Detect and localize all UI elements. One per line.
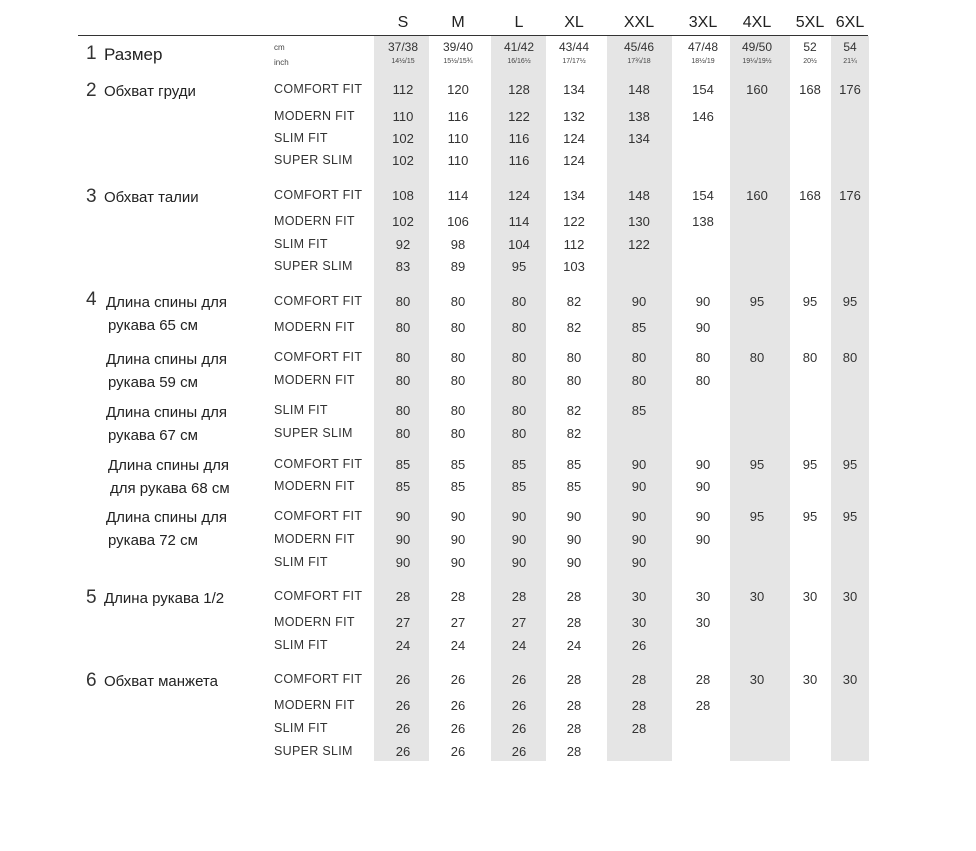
- table-cell: 134: [628, 131, 650, 146]
- table-cell: 128: [508, 82, 530, 97]
- fit-label: COMFORT FIT: [274, 589, 363, 603]
- table-cell: 80: [566, 350, 582, 365]
- group-title-line1: Длина спины для: [106, 509, 227, 526]
- table-cell: 116: [447, 109, 469, 124]
- table-cell: 90: [511, 555, 527, 570]
- table-cell: 27: [395, 615, 411, 630]
- group-title-line1: Длина спины для: [108, 457, 229, 474]
- group-title-line2: рукава 72 см: [108, 532, 198, 549]
- table-cell: 90: [695, 457, 711, 472]
- table-cell: 90: [695, 479, 711, 494]
- table-cell: 26: [395, 698, 411, 713]
- table-cell: 112: [392, 82, 414, 97]
- fit-label: MODERN FIT: [274, 532, 355, 546]
- fit-label: SLIM FIT: [274, 638, 328, 652]
- table-cell: 90: [395, 555, 411, 570]
- shade-column-4xl: [730, 36, 790, 761]
- table-cell: 146: [692, 109, 714, 124]
- section-title: Обхват манжета: [104, 673, 218, 690]
- table-cell: 30: [842, 672, 858, 687]
- inch-value: 16/16½: [507, 58, 531, 65]
- section-number: 1: [86, 43, 97, 64]
- table-cell: 90: [450, 532, 466, 547]
- table-cell: 112: [563, 237, 585, 252]
- table-cell: 110: [447, 131, 469, 146]
- table-cell: 85: [450, 479, 466, 494]
- table-cell: 28: [695, 672, 711, 687]
- table-cell: 110: [392, 109, 414, 124]
- table-cell: 80: [511, 350, 527, 365]
- table-cell: 89: [450, 259, 466, 274]
- inch-value: 15½/15¾: [443, 58, 473, 65]
- table-cell: 26: [511, 672, 527, 687]
- fit-label: COMFORT FIT: [274, 82, 363, 96]
- table-cell: 80: [511, 320, 527, 335]
- fit-label: COMFORT FIT: [274, 294, 363, 308]
- table-cell: 24: [395, 638, 411, 653]
- table-cell: 80: [631, 373, 647, 388]
- table-cell: 95: [511, 259, 527, 274]
- table-cell: 132: [563, 109, 585, 124]
- table-cell: 90: [566, 509, 582, 524]
- table-cell: 28: [450, 589, 466, 604]
- table-cell: 80: [695, 350, 711, 365]
- table-cell: 80: [450, 320, 466, 335]
- table-cell: 82: [566, 426, 582, 441]
- table-cell: 90: [450, 509, 466, 524]
- fit-label: COMFORT FIT: [274, 672, 363, 686]
- size-header-xl: XL: [564, 14, 584, 31]
- table-cell: 102: [392, 214, 414, 229]
- table-cell: 85: [566, 457, 582, 472]
- fit-label: MODERN FIT: [274, 615, 355, 629]
- fit-label: MODERN FIT: [274, 479, 355, 493]
- table-cell: 80: [450, 426, 466, 441]
- table-cell: 80: [395, 350, 411, 365]
- table-cell: 28: [511, 589, 527, 604]
- size-header-s: S: [397, 14, 409, 31]
- table-cell: 138: [628, 109, 650, 124]
- fit-label: MODERN FIT: [274, 373, 355, 387]
- table-cell: 27: [511, 615, 527, 630]
- fit-label: SUPER SLIM: [274, 153, 353, 167]
- table-cell: 85: [511, 479, 527, 494]
- table-cell: 114: [447, 188, 469, 203]
- table-cell: 26: [450, 744, 466, 759]
- table-cell: 130: [628, 214, 650, 229]
- table-cell: 122: [563, 214, 585, 229]
- table-cell: 90: [695, 294, 711, 309]
- table-cell: 28: [631, 698, 647, 713]
- inch-value: 19¼/19½: [742, 58, 772, 65]
- fit-label: MODERN FIT: [274, 214, 355, 228]
- section-title: Размер: [104, 45, 163, 64]
- table-cell: 95: [802, 294, 818, 309]
- table-cell: 90: [566, 532, 582, 547]
- table-cell: 120: [447, 82, 469, 97]
- table-cell: 24: [450, 638, 466, 653]
- table-cell: 80: [511, 294, 527, 309]
- table-cell: 24: [511, 638, 527, 653]
- header-rule: [78, 35, 868, 36]
- size-header-3xl: 3XL: [688, 14, 718, 31]
- table-cell: 82: [566, 403, 582, 418]
- table-cell: 104: [508, 237, 530, 252]
- section-number: 2: [86, 80, 97, 101]
- table-cell: 30: [695, 589, 711, 604]
- table-cell: 95: [842, 457, 858, 472]
- table-cell: 26: [395, 672, 411, 687]
- table-cell: 134: [563, 188, 585, 203]
- size-header-l: L: [514, 14, 524, 31]
- table-cell: 27: [450, 615, 466, 630]
- table-cell: 95: [749, 294, 765, 309]
- table-cell: 26: [395, 744, 411, 759]
- table-cell: 90: [695, 320, 711, 335]
- shade-column-6xl: [831, 36, 869, 761]
- section-title: Обхват груди: [104, 83, 196, 100]
- fit-label: SLIM FIT: [274, 555, 328, 569]
- table-cell: 30: [842, 589, 858, 604]
- table-cell: 28: [695, 698, 711, 713]
- table-cell: 95: [749, 457, 765, 472]
- size-header-5xl: 5XL: [795, 14, 825, 31]
- table-cell: 30: [631, 589, 647, 604]
- table-cell: 90: [631, 509, 647, 524]
- table-cell: 80: [842, 350, 858, 365]
- table-cell: 102: [392, 131, 414, 146]
- table-cell: 90: [695, 532, 711, 547]
- table-cell: 30: [749, 589, 765, 604]
- table-cell: 80: [802, 350, 818, 365]
- table-cell: 30: [749, 672, 765, 687]
- table-cell: 80: [511, 403, 527, 418]
- table-cell: 26: [511, 744, 527, 759]
- fit-label: SLIM FIT: [274, 403, 328, 417]
- section-number: 3: [86, 186, 97, 207]
- fit-label: SUPER SLIM: [274, 259, 353, 273]
- table-cell: 90: [695, 509, 711, 524]
- table-cell: 80: [450, 294, 466, 309]
- group-title-line1: Длина спины для: [106, 351, 227, 368]
- table-cell: 80: [566, 373, 582, 388]
- table-cell: 110: [447, 153, 469, 168]
- table-cell: 90: [395, 509, 411, 524]
- table-cell: 138: [692, 214, 714, 229]
- table-cell: 116: [508, 153, 530, 168]
- table-cell: 80: [450, 403, 466, 418]
- table-cell: 90: [631, 532, 647, 547]
- table-cell: 168: [799, 188, 821, 203]
- table-cell: 30: [631, 615, 647, 630]
- table-cell: 95: [749, 509, 765, 524]
- fit-label: SLIM FIT: [274, 237, 328, 251]
- cm-value: 45/46: [623, 40, 655, 54]
- table-cell: 26: [450, 672, 466, 687]
- table-cell: 30: [802, 589, 818, 604]
- group-title-line1: Длина спины для: [106, 404, 227, 421]
- cm-value: 37/38: [387, 40, 419, 54]
- table-cell: 28: [395, 589, 411, 604]
- table-cell: 30: [802, 672, 818, 687]
- table-cell: 85: [566, 479, 582, 494]
- table-cell: 90: [450, 555, 466, 570]
- table-cell: 90: [511, 532, 527, 547]
- table-cell: 90: [631, 479, 647, 494]
- table-cell: 80: [631, 350, 647, 365]
- table-cell: 168: [799, 82, 821, 97]
- inch-value: 20½: [803, 58, 817, 65]
- table-cell: 90: [395, 532, 411, 547]
- inch-value: 17/17½: [562, 58, 586, 65]
- cm-value: 52: [803, 40, 817, 54]
- table-cell: 85: [631, 403, 647, 418]
- size-header-4xl: 4XL: [742, 14, 772, 31]
- section-number: 4: [86, 289, 97, 310]
- table-cell: 28: [566, 721, 582, 736]
- cm-value: 43/44: [558, 40, 590, 54]
- table-cell: 80: [511, 373, 527, 388]
- table-cell: 83: [395, 259, 411, 274]
- table-cell: 134: [563, 82, 585, 97]
- fit-label: SLIM FIT: [274, 131, 328, 145]
- table-cell: 116: [508, 131, 530, 146]
- table-cell: 108: [392, 188, 414, 203]
- table-cell: 95: [802, 509, 818, 524]
- table-cell: 26: [511, 721, 527, 736]
- inch-value: 18½/19: [691, 58, 715, 65]
- fit-label: SUPER SLIM: [274, 426, 353, 440]
- table-cell: 28: [566, 672, 582, 687]
- table-cell: 148: [628, 82, 650, 97]
- table-cell: 95: [802, 457, 818, 472]
- group-title-line1: Длина спины для: [106, 294, 227, 311]
- table-cell: 114: [508, 214, 530, 229]
- table-cell: 80: [749, 350, 765, 365]
- table-cell: 148: [628, 188, 650, 203]
- table-cell: 90: [631, 555, 647, 570]
- table-cell: 28: [566, 589, 582, 604]
- table-cell: 80: [695, 373, 711, 388]
- table-cell: 95: [842, 294, 858, 309]
- table-cell: 176: [839, 188, 861, 203]
- table-cell: 80: [395, 403, 411, 418]
- table-cell: 26: [511, 698, 527, 713]
- table-cell: 90: [631, 294, 647, 309]
- table-cell: 90: [511, 509, 527, 524]
- fit-label: MODERN FIT: [274, 109, 355, 123]
- unit-cm-label: cm: [274, 43, 285, 52]
- table-cell: 98: [450, 237, 466, 252]
- fit-label: COMFORT FIT: [274, 350, 363, 364]
- unit-inch-label: inch: [274, 58, 289, 67]
- group-title-line2: для рукава 68 см: [110, 480, 230, 497]
- table-cell: 28: [631, 672, 647, 687]
- size-header-m: M: [451, 14, 465, 31]
- cm-value: 49/50: [741, 40, 773, 54]
- table-cell: 82: [566, 294, 582, 309]
- table-cell: 154: [692, 82, 714, 97]
- table-cell: 24: [566, 638, 582, 653]
- cm-value: 54: [843, 40, 857, 54]
- fit-label: SLIM FIT: [274, 721, 328, 735]
- table-cell: 26: [395, 721, 411, 736]
- table-cell: 28: [631, 721, 647, 736]
- table-cell: 26: [450, 698, 466, 713]
- section-number: 6: [86, 670, 97, 691]
- table-cell: 80: [395, 373, 411, 388]
- table-cell: 92: [395, 237, 411, 252]
- table-cell: 90: [566, 555, 582, 570]
- table-cell: 80: [450, 350, 466, 365]
- section-number: 5: [86, 587, 97, 608]
- fit-label: MODERN FIT: [274, 320, 355, 334]
- fit-label: MODERN FIT: [274, 698, 355, 712]
- section-title: Длина рукава 1/2: [104, 590, 225, 607]
- table-cell: 85: [511, 457, 527, 472]
- table-cell: 124: [563, 153, 585, 168]
- table-cell: 90: [631, 457, 647, 472]
- group-title-line2: рукава 67 см: [108, 427, 198, 444]
- fit-label: SUPER SLIM: [274, 744, 353, 758]
- table-cell: 160: [746, 82, 768, 97]
- fit-label: COMFORT FIT: [274, 457, 363, 471]
- inch-value: 17¾/18: [627, 58, 651, 65]
- table-cell: 80: [395, 320, 411, 335]
- table-cell: 160: [746, 188, 768, 203]
- table-cell: 85: [631, 320, 647, 335]
- table-cell: 85: [450, 457, 466, 472]
- fit-label: COMFORT FIT: [274, 188, 363, 202]
- table-cell: 124: [563, 131, 585, 146]
- table-cell: 28: [566, 698, 582, 713]
- table-cell: 122: [628, 237, 650, 252]
- table-cell: 95: [842, 509, 858, 524]
- size-header-6xl: 6XL: [835, 14, 865, 31]
- table-cell: 28: [566, 615, 582, 630]
- table-cell: 103: [563, 259, 585, 274]
- group-title-line2: рукава 65 см: [108, 317, 198, 334]
- cm-value: 39/40: [442, 40, 474, 54]
- table-cell: 154: [692, 188, 714, 203]
- table-cell: 26: [450, 721, 466, 736]
- inch-value: 14½/15: [391, 58, 415, 65]
- table-cell: 85: [395, 457, 411, 472]
- table-cell: 176: [839, 82, 861, 97]
- table-cell: 30: [695, 615, 711, 630]
- inch-value: 21¼: [843, 58, 857, 65]
- group-title-line2: рукава 59 см: [108, 374, 198, 391]
- table-cell: 26: [631, 638, 647, 653]
- cm-value: 41/42: [503, 40, 535, 54]
- table-cell: 124: [508, 188, 530, 203]
- table-cell: 122: [508, 109, 530, 124]
- table-cell: 80: [511, 426, 527, 441]
- table-cell: 85: [395, 479, 411, 494]
- size-header-xxl: XXL: [623, 14, 655, 31]
- table-cell: 28: [566, 744, 582, 759]
- table-cell: 82: [566, 320, 582, 335]
- fit-label: COMFORT FIT: [274, 509, 363, 523]
- table-cell: 102: [392, 153, 414, 168]
- cm-value: 47/48: [687, 40, 719, 54]
- table-cell: 80: [395, 294, 411, 309]
- table-cell: 80: [395, 426, 411, 441]
- table-cell: 80: [450, 373, 466, 388]
- section-title: Обхват талии: [104, 189, 199, 206]
- table-cell: 106: [447, 214, 469, 229]
